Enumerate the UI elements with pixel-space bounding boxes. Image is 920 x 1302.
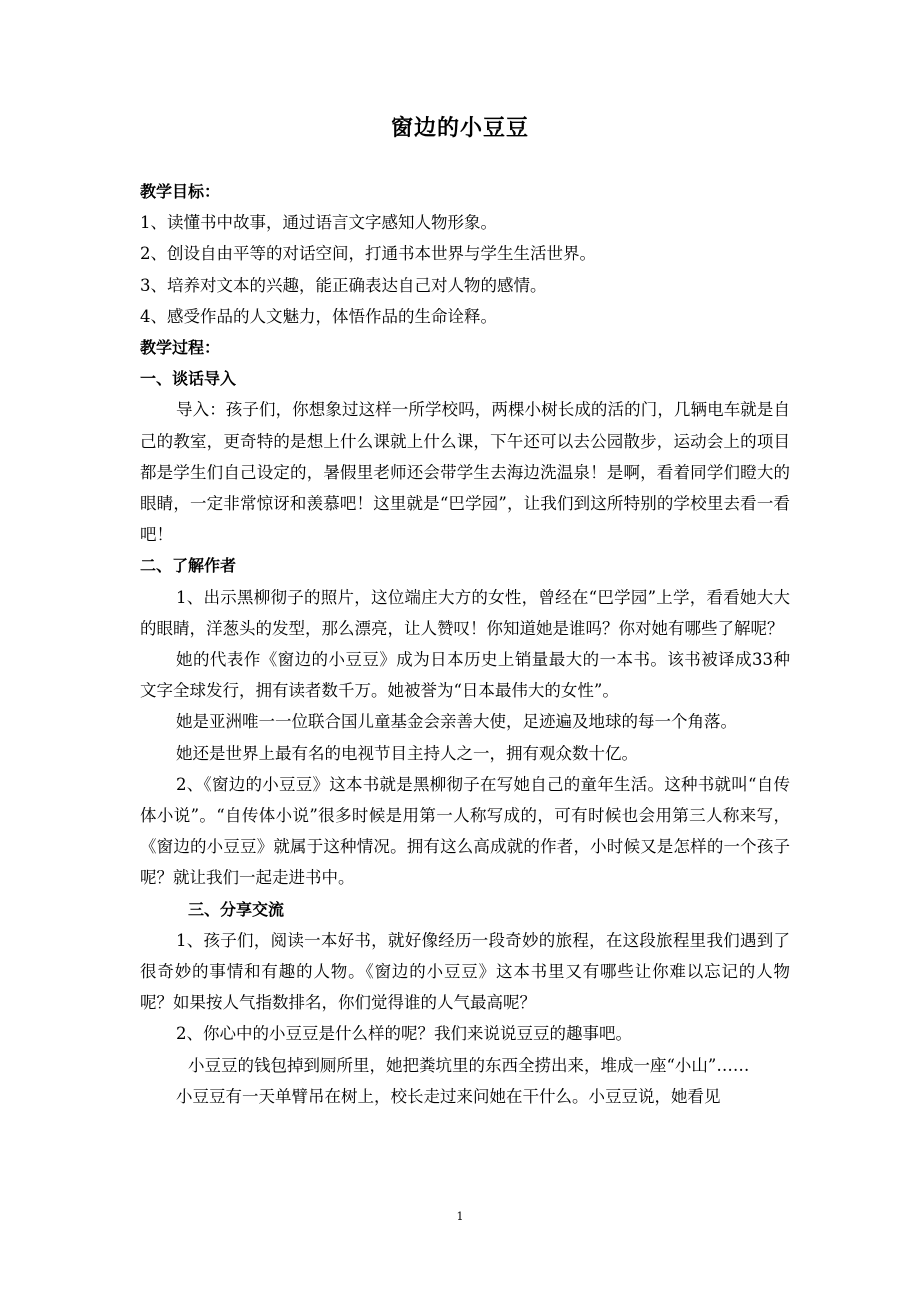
document-title: 窗边的小豆豆 — [390, 116, 529, 141]
body-paragraph: 导入：孩子们，你想象过这样一所学校吗，两棵小树长成的活的门，几辆电车就是自己的教室，更奇特的是想上什么课就上什么课，下午还可以去公园散步，运动会上的项目都是学生们自己设定的，暑假里老师还会带学生去海边洗温泉！是啊，看着同学们瞪大的眼睛，一定非常惊讶和羡慕吧！这里就是“巴学园”，让我们到这所特别的学校里去看一看吧！ — [140, 400, 790, 545]
section-heading-intro: 一、谈话导入 — [140, 369, 237, 389]
goal-item: 4、感受作品的人文魅力，体悟作品的生命诠释。 — [140, 306, 497, 326]
page-number: 1 — [456, 1210, 464, 1223]
body-paragraph: 2、《窗边的小豆豆》这本书就是黑柳彻子在写她自己的童年生活。这种书就叫“自传体小说”。“自传体小说”很多时候是用第一人称写成的，可有时候也会用第三人称来写，《窗边的小豆豆》就属于这种情况。拥有这么高成就的作者，小时候又是怎样的一个孩子呢？就让我们一起走进书中。 — [140, 774, 790, 888]
goals-heading: 教学目标： — [140, 182, 221, 201]
body-paragraph: 2、你心中的小豆豆是什么样的呢？我们来说说豆豆的趣事吧。 — [176, 1024, 632, 1044]
body-paragraph: 小豆豆的钱包掉到厕所里，她把粪坑里的东西全捞出来，堆成一座“小山”…… — [188, 1055, 750, 1075]
goal-item: 3、培养对文本的兴趣，能正确表达自己对人物的感情。 — [140, 275, 547, 295]
body-paragraph: 1、出示黑柳彻子的照片，这位端庄大方的女性，曾经在“巴学园”上学，看看她大大的眼睛，洋葱头的发型，那么漂亮，让人赞叹！你知道她是谁吗？你对她有哪些了解呢？ — [140, 587, 790, 638]
goal-item: 1、读懂书中故事，通过语言文字感知人物形象。 — [140, 213, 497, 233]
body-paragraph: 她还是世界上最有名的电视节目主持人之一，拥有观众数十亿。 — [176, 743, 638, 763]
process-heading: 教学过程： — [140, 338, 221, 358]
section-heading-author: 二、了解作者 — [140, 556, 237, 576]
document-body — [140, 176, 790, 1112]
goal-item: 2、创设自由平等的对话空间，打通书本世界与学生生活世界。 — [140, 244, 596, 264]
body-paragraph: 她是亚洲唯一一位联合国儿童基金会亲善大使，足迹遍及地球的每一个角落。 — [176, 712, 737, 732]
section-heading-sharing: 三、分享交流 — [188, 899, 285, 919]
body-paragraph: 她的代表作《窗边的小豆豆》成为日本历史上销量最大的一本书。该书被译成33种文字全球发行，拥有读者数千万。她被誉为“日本最伟大的女性”。 — [140, 650, 790, 701]
body-paragraph: 1、孩子们，阅读一本好书，就好像经历一段奇妙的旅程，在这段旅程里我们遇到了很奇妙的事情和有趣的人物。《窗边的小豆豆》这本书里又有哪些让你难以忘记的人物呢？如果按人气指数排名，你们觉得谁的人气最高呢？ — [140, 930, 790, 1013]
body-paragraph: 小豆豆有一天单臂吊在树上，校长走过来问她在干什么。小豆豆说，她看见 — [176, 1086, 721, 1106]
